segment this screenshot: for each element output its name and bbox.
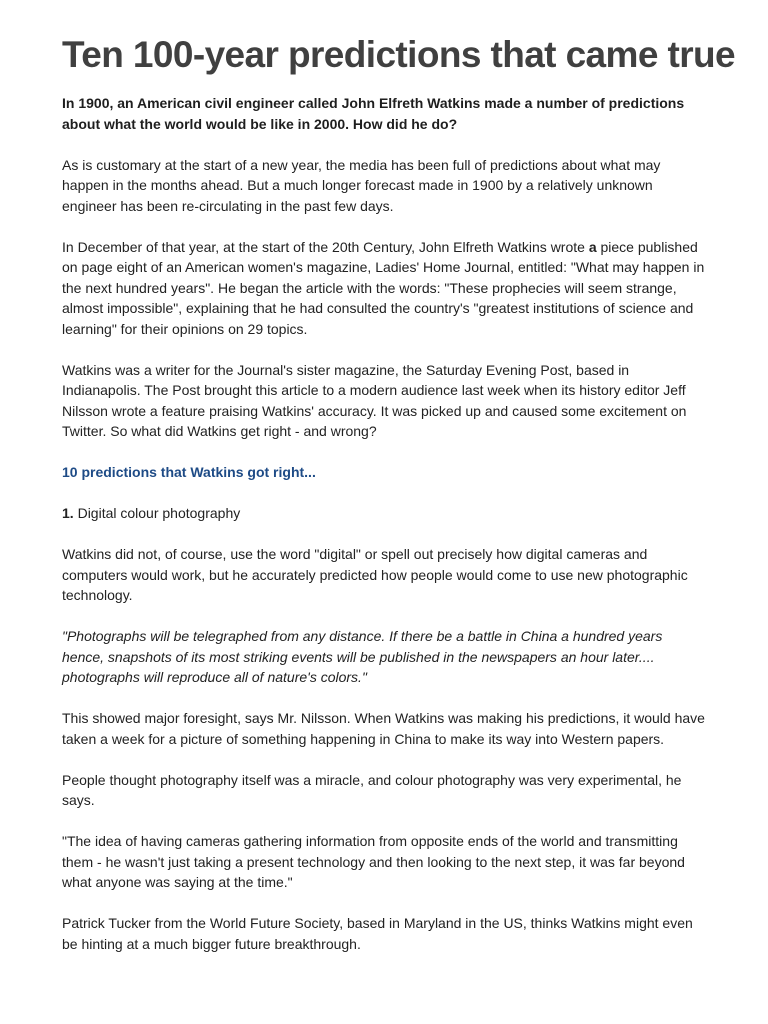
paragraph-6: People thought photography itself was a miracle, and colour photography was very experimental, he says. [62,771,682,808]
paragraph-7: "The idea of having cameras gathering information from opposite ends of the world and transmitting them - he wasn't just taking a present technology and then looking to the next step, it was far beyond what anyone was saying at the time." [62,833,685,890]
article-intro: In 1900, an American civil engineer called John Elfreth Watkins made a number of predictions about what the world would be like in 2000. How did he do? [62,95,685,132]
paragraph-8: Patrick Tucker from the World Future Society, based in Maryland in the US, thinks Watkins might even be hinting at a much bigger future breakthrough. [62,915,693,952]
watkins-quote: "Photographs will be telegraphed from any distance. If there be a battle in China a hundred years hence, snapshots of its most striking events will be published in the newspapers an hour later.... photographs will reproduce all of nature's colors." [62,628,663,685]
paragraph-2-text-a: In December of that year, at the start of the 20th Century, John Elfreth Watkins wrote [62,238,589,255]
paragraph-2-text-b: piece published on page eight of an American women's magazine, Ladies' Home Journal, entitled: "What may happen in the next hundred years". He began the article with the words: "These prophecies will seem strange, almost impossible", explaining that he had consulted the country's "greatest institutions of science and learning" for their opinions on 29 topics. [62,238,705,337]
prediction-label: Digital colour photography [73,505,241,521]
article-title: Ten 100-year predictions that came true [62,34,735,75]
prediction-number: 1. [62,505,74,521]
paragraph-2-bold-word: a [588,238,597,255]
paragraph-4: Watkins did not, of course, use the word "digital" or spell out precisely how digital cameras and computers would work, but he accurately predicted how people would come to use new photographic technology. [62,546,688,603]
predictions-subheading: 10 predictions that Watkins got right... [62,464,316,480]
paragraph-3: Watkins was a writer for the Journal's sister magazine, the Saturday Evening Post, based in Indianapolis. The Post brought this article to a modern audience last week when its history editor Jeff Nilsson wrote a feature praising Watkins' accuracy. It was picked up and caused some excitement on Twitter. So what did Watkins get right - and wrong? [62,361,687,439]
paragraph-5: This showed major foresight, says Mr. Nilsson. When Watkins was making his predictions, it would have taken a week for a picture of something happening in China to make its way into Western papers. [62,710,705,747]
prediction-item-1 [62,503,706,524]
paragraph-1: As is customary at the start of a new year, the media has been full of predictions about what may happen in the months ahead. But a much longer forecast made in 1900 by a relatively unknown engineer has been re-circulating in the past few days. [62,156,661,214]
paragraph-2 [62,237,706,340]
